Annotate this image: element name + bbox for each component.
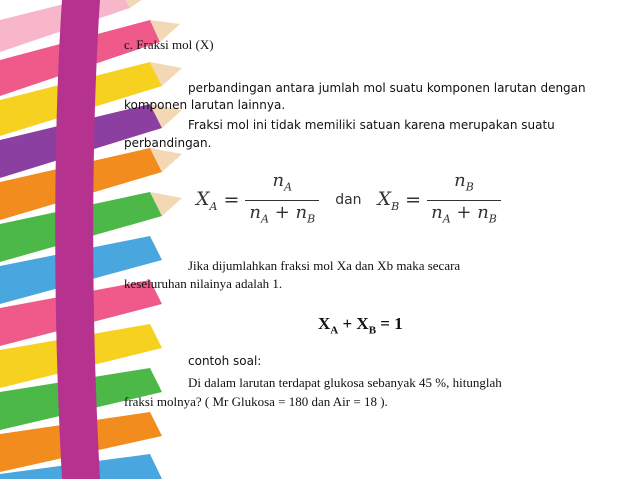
xa-fraction: $\frac{n_A}{n_A + n_B}$ — [245, 169, 319, 231]
section-heading: c. Fraksi mol (X) — [124, 37, 214, 52]
example-label: contoh soal: — [188, 354, 262, 368]
xb-fraction: $\frac{n_B}{n_A + n_B}$ — [427, 169, 501, 231]
equals-sign: = — [223, 189, 240, 211]
xa-lhs: $X_A$ — [196, 187, 218, 213]
example-line-1: Di dalam larutan terdapat glukosa sebanyak 45 %, hitunglah — [188, 375, 502, 390]
definition-line-3: Fraksi mol ini tidak memiliki satuan karena merupakan suatu — [188, 118, 555, 132]
mole-fraction-formula — [196, 169, 501, 228]
xb-lhs: $X_B$ — [377, 187, 400, 213]
definition-line-4: perbandingan. — [124, 136, 212, 150]
magenta-band — [55, 0, 100, 479]
example-line-2: fraksi molnya? ( Mr Glukosa = 180 dan Air = 18 ). — [124, 394, 388, 409]
definition-line-2: komponen larutan lainnya. — [124, 98, 286, 112]
equals-sign: = — [405, 189, 422, 211]
sum-formula: $X_A + X_B = 1$ — [318, 314, 403, 337]
sum-text-line-1: Jika dijumlahkan fraksi mol Xa dan Xb maka secara — [188, 258, 461, 273]
sum-text-line-2: keseluruhan nilainya adalah 1. — [124, 276, 283, 291]
definition-line-1: perbandingan antara jumlah mol suatu komponen larutan dengan — [188, 81, 586, 95]
formula-connector: dan — [335, 192, 362, 208]
